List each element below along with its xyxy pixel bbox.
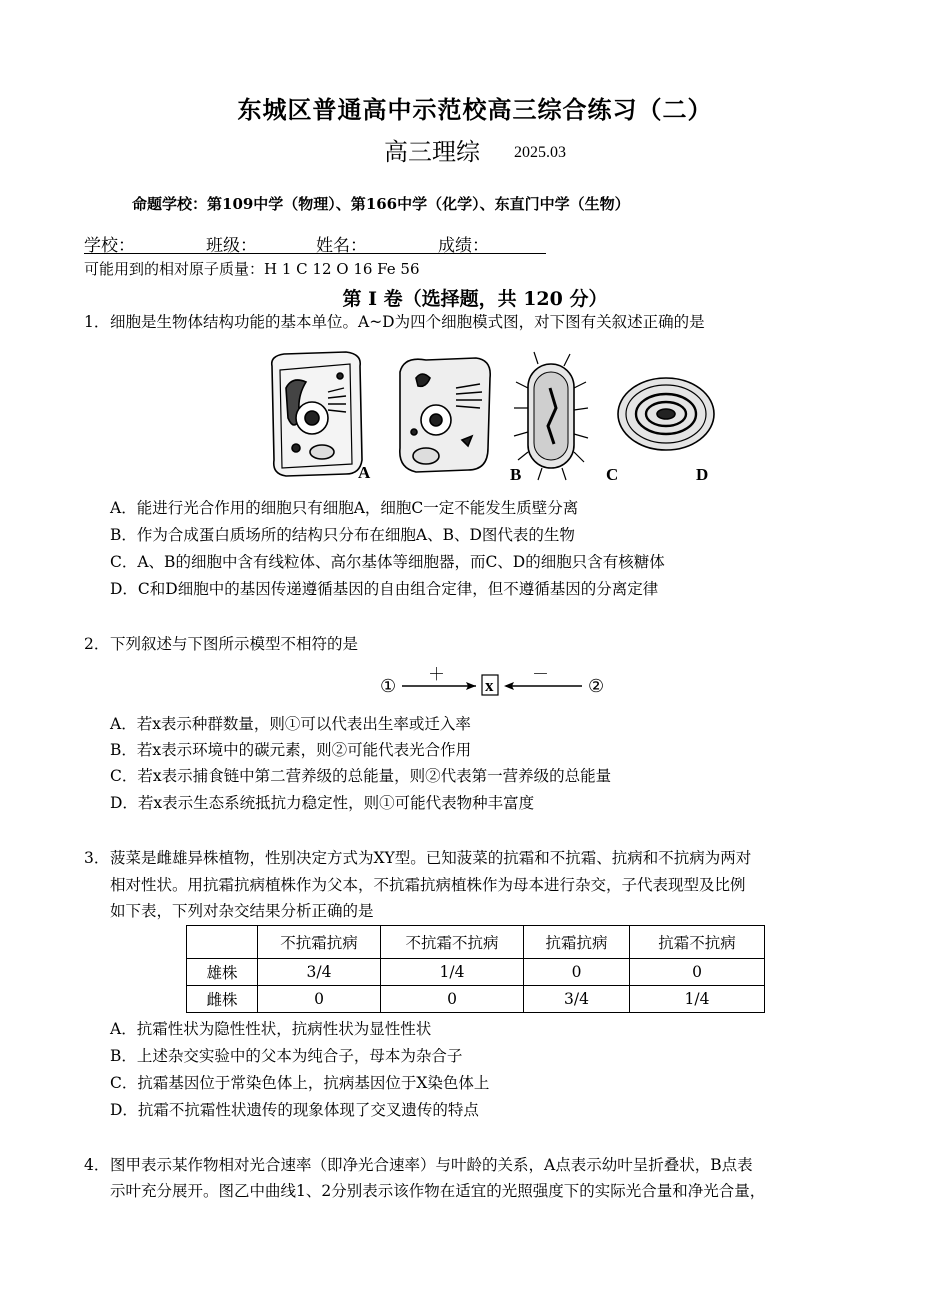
table-cell: 0 (630, 959, 765, 986)
table-header-cell: 抗霜抗病 (524, 926, 630, 959)
q2-option-b: B．若x表示环境中的碳元素，则②可能代表光合作用 (110, 741, 472, 759)
question-text-line-3: 如下表，下列对杂交结果分析正确的是 (110, 902, 374, 920)
cell-label-a: A (358, 463, 371, 482)
question-text-line-2: 示叶充分展开。图乙中曲线1、2分别表示该作物在适宜的光照强度下的实际光合量和净光合量， (110, 1182, 766, 1200)
table-cell: 0 (381, 986, 524, 1013)
table-row (187, 959, 765, 986)
table-cell: 雄株 (187, 959, 258, 986)
offspring-ratio-table (186, 925, 765, 1013)
question-text: 细胞是生物体结构功能的基本单位。A~D为四个细胞模式图，对下图有关叙述正确的是 (110, 313, 705, 331)
table-header-cell: 不抗霜抗病 (258, 926, 381, 959)
exam-date: 2025.03 (514, 144, 566, 161)
exam-subtitle (0, 132, 950, 167)
setter-schools: 命题学校：第109中学（物理）、第166中学（化学）、东直门中学（生物） (132, 195, 630, 213)
q2-option-d: D．若x表示生态系统抵抗力稳定性，则①可能代表物种丰富度 (110, 794, 535, 812)
table-header-cell: 抗霜不抗病 (630, 926, 765, 959)
question-text: 下列叙述与下图所示模型不相符的是 (110, 635, 359, 653)
q1-option-d: D．C和D细胞中的基因传递遵循基因的自由组合定律，但不遵循基因的分离定律 (110, 580, 659, 598)
table-cell: 1/4 (630, 986, 765, 1013)
school-field-label: 学校： (84, 236, 135, 256)
model-factor-2: ② (588, 676, 605, 697)
subject-title: 高三理综 (384, 138, 480, 166)
q3-option-a: A．抗霜性状为隐性性状，抗病性状为显性性状 (110, 1020, 432, 1038)
score-field-label: 成绩： (438, 236, 489, 256)
question-text-line-1: 菠菜是雌雄异株植物，性别决定方式为XY型。已知菠菜的抗霜和不抗霜、抗病和不抗病为两对 (110, 849, 752, 867)
q1-option-b: B．作为合成蛋白质场所的结构只分布在细胞A、B、D图代表的生物 (110, 526, 575, 544)
q2-option-a: A．若x表示种群数量，则①可以代表出生率或迁入率 (110, 715, 471, 733)
question-text-line-1: 图甲表示某作物相对光合速率（即净光合速率）与叶龄的关系，A点表示幼叶呈折叠状，B点表 (110, 1156, 753, 1174)
question-text-line-2: 相对性状。用抗霜抗病植株作为父本，不抗霜抗病植株作为母本进行杂交，子代表现型及比例 (110, 876, 746, 894)
table-cell: 3/4 (524, 986, 630, 1013)
model-factor-1: ① (380, 676, 397, 697)
cell-d-figure (618, 378, 714, 450)
q1-option-c: C．A、B的细胞中含有线粒体、高尔基体等细胞器，而C、D的细胞只含有核糖体 (110, 553, 665, 571)
section-heading: 第 I 卷（选择题，共 120 分） (342, 288, 608, 310)
model-minus-sign: － (532, 665, 549, 685)
q2-option-c: C．若x表示捕食链中第二营养级的总能量，则②代表第一营养级的总能量 (110, 767, 612, 785)
model-plus-sign: ＋ (428, 665, 445, 685)
q3-option-c: C．抗霜基因位于常染色体上，抗病基因位于X染色体上 (110, 1074, 490, 1092)
cell-label-d: D (696, 465, 709, 484)
cell-label-b: B (510, 465, 522, 484)
table-cell: 1/4 (381, 959, 524, 986)
regulation-model-diagram (376, 662, 616, 702)
model-x-label: x (485, 676, 494, 695)
student-info-line (84, 231, 546, 254)
table-header-cell (187, 926, 258, 959)
question-number: 3． (84, 849, 110, 867)
cell-c-bacterium-figure (514, 352, 588, 480)
class-field-label: 班级： (206, 236, 257, 256)
cell-diagrams (266, 348, 726, 488)
name-field-label: 姓名： (316, 236, 367, 256)
table-cell: 0 (258, 986, 381, 1013)
q3-option-b: B．上述杂交实验中的父本为纯合子，母本为杂合子 (110, 1047, 463, 1065)
exam-title: 东城区普通高中示范校高三综合练习（二） (237, 95, 713, 124)
table-cell: 3/4 (258, 959, 381, 986)
cell-label-c: C (606, 465, 619, 484)
question-number: 2． (84, 635, 110, 653)
atomic-masses: 可能用到的相对原子质量：H 1 C 12 O 16 Fe 56 (84, 260, 420, 278)
cell-b-animal-figure (400, 358, 490, 472)
table-cell: 0 (524, 959, 630, 986)
table-row (187, 986, 765, 1013)
table-header-row (187, 926, 765, 959)
question-number: 4． (84, 1156, 110, 1174)
q1-option-a: A．能进行光合作用的细胞只有细胞A，细胞C一定不能发生质壁分离 (110, 499, 579, 517)
cell-a-plant-figure (272, 352, 362, 476)
q3-option-d: D．抗霜不抗霜性状遗传的现象体现了交叉遗传的特点 (110, 1101, 479, 1119)
table-header-cell: 不抗霜不抗病 (381, 926, 524, 959)
question-number: 1． (84, 313, 110, 331)
table-cell: 雌株 (187, 986, 258, 1013)
